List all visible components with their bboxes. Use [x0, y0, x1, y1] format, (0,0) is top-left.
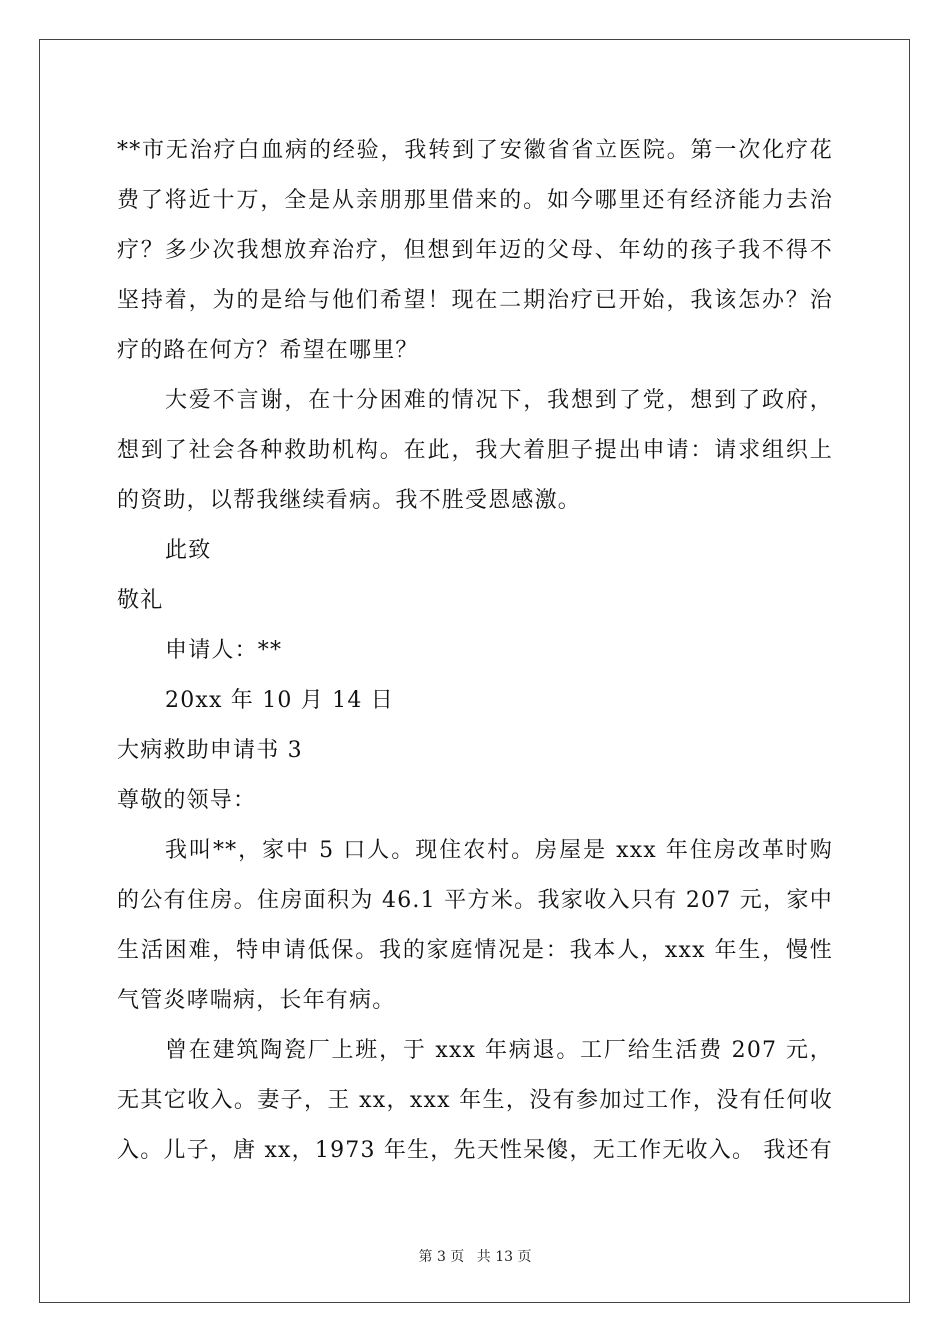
text-line: 坚持着，为的是给与他们希望！现在二期治疗已开始，我该怎办？治 — [117, 288, 833, 313]
text-line: 气管炎哮喘病，长年有病。 — [117, 988, 396, 1013]
text-line: 大爱不言谢，在十分困难的情况下，我想到了党，想到了政府， — [165, 388, 833, 413]
text-line: **市无治疗白血病的经验，我转到了安徽省省立医院。第一次化疗花 — [117, 138, 833, 163]
greeting: 尊敬的领导： — [117, 788, 257, 813]
text-line: 生活困难，特申请低保。我的家庭情况是：我本人，xxx 年生，慢性 — [117, 938, 833, 963]
applicant-signature: 申请人：** — [165, 638, 283, 663]
text-line: 的公有住房。住房面积为 46.1 平方米。我家收入只有 207 元，家中 — [117, 888, 833, 913]
text-line: 费了将近十万，全是从亲朋那里借来的。如今哪里还有经济能力去治 — [117, 188, 833, 213]
text-line: 曾在建筑陶瓷厂上班，于 xxx 年病退。工厂给生活费 207 元， — [165, 1038, 833, 1063]
page-number: 第 3 页 — [418, 1249, 465, 1265]
text-line: 入。儿子，唐 xx，1973 年生，先天性呆傻，无工作无收入。 我还有 — [117, 1138, 833, 1163]
section-heading: 大病救助申请书 3 — [117, 738, 303, 763]
closing-regards: 敬礼 — [117, 588, 164, 613]
closing-salutation: 此致 — [165, 538, 212, 563]
text-line: 我叫**，家中 5 口人。现住农村。房屋是 xxx 年住房改革时购 — [165, 838, 833, 863]
text-line: 无其它收入。妻子，王 xx，xxx 年生，没有参加过工作，没有任何收 — [117, 1088, 833, 1113]
text-line: 疗？多少次我想放弃治疗，但想到年迈的父母、年幼的孩子我不得不 — [117, 238, 833, 263]
document-body — [117, 126, 833, 1176]
text-line: 疗的路在何方？希望在哪里？ — [117, 338, 419, 363]
text-line: 的资助，以帮我继续看病。我不胜受恩感激。 — [117, 488, 582, 513]
application-date: 20xx 年 10 月 14 日 — [165, 688, 394, 713]
page-footer — [0, 1246, 950, 1266]
total-pages: 共 13 页 — [476, 1249, 532, 1265]
text-line: 想到了社会各种救助机构。在此，我大着胆子提出申请：请求组织上 — [117, 438, 833, 463]
